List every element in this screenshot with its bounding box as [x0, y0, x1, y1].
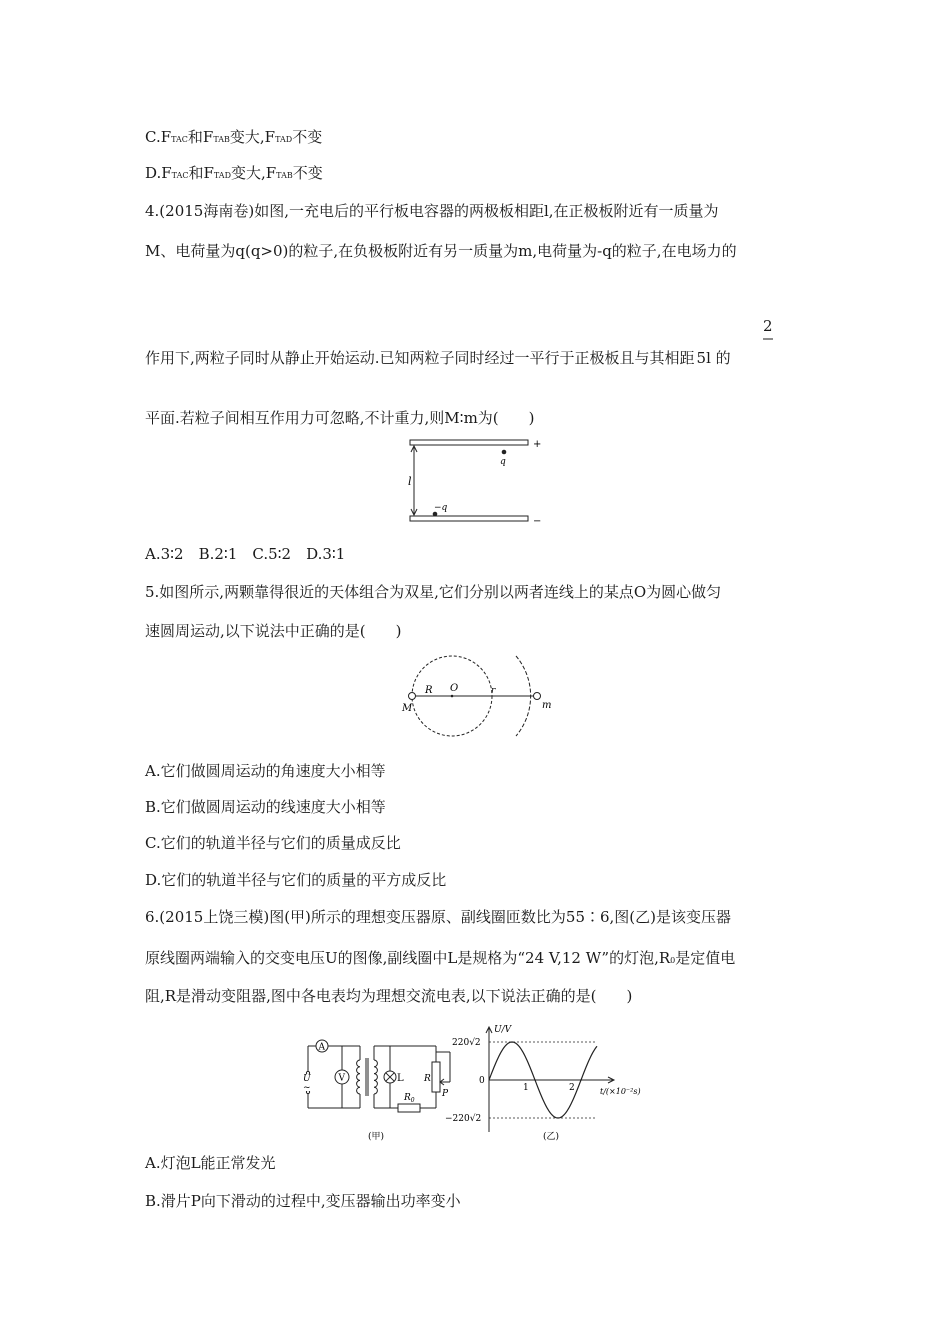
- origin-label: 0: [479, 1076, 485, 1086]
- figure-yi-label: (乙): [543, 1132, 560, 1142]
- negative-plate: [410, 516, 528, 521]
- x-axis-label: t/(×10⁻²s): [600, 1087, 641, 1096]
- input-voltage-label: U: [303, 1074, 311, 1084]
- q5-option-a: A.它们做圆周运动的角速度大小相等: [145, 762, 386, 780]
- particle-negq-label: −q: [434, 503, 448, 513]
- q5-text-line2: 速圆周运动,以下说法中正确的是( ): [145, 622, 402, 640]
- rheostat-label: R: [424, 1074, 431, 1084]
- q6-circuit-figure: [298, 1030, 468, 1145]
- q6-option-a: A.灯泡L能正常发光: [145, 1154, 276, 1172]
- secondary-coil: [374, 1060, 377, 1094]
- ammeter-label: A: [318, 1042, 325, 1053]
- q6-text-line1: 6.(2015上饶三模)图(甲)所示的理想变压器原、副线圈匝数比为55∶6,图(乙)是该变压器: [145, 908, 731, 926]
- q4-options: A.3∶2 B.2∶1 C.5∶2 D.3∶1: [145, 545, 346, 563]
- lamp-label: L: [397, 1073, 404, 1084]
- resistor-r0: [398, 1104, 420, 1112]
- q4-text-line2: M、电荷量为q(q>0)的粒子,在负极板附近有另一质量为m,电荷量为-q的粒子,在电场力的: [145, 242, 737, 260]
- r0-label: $R_0$: [404, 1093, 415, 1104]
- plus-sign: +: [533, 439, 542, 450]
- q6-text-line3: 阻,R是滑动变阻器,图中各电表均为理想交流电表,以下说法正确的是( ): [145, 987, 633, 1005]
- q5-option-b: B.它们做圆周运动的线速度大小相等: [145, 798, 386, 816]
- ymin-label: −220√2: [445, 1114, 482, 1124]
- label-R: R: [425, 685, 433, 696]
- primary-coil: [357, 1060, 360, 1094]
- rheostat-r: [432, 1062, 440, 1092]
- q5-binary-star-figure: [398, 652, 558, 744]
- q5-text-line1: 5.如图所示,两颗靠得很近的天体组合为双星,它们分别以两者连线上的某点O为圆心做匀: [145, 583, 722, 601]
- y-axis-label: U/V: [494, 1025, 512, 1035]
- label-m: m: [542, 700, 552, 711]
- voltmeter-label: V: [338, 1073, 345, 1084]
- ymax-label: 220√2: [452, 1038, 481, 1048]
- label-r: r: [491, 686, 496, 696]
- particle-q-label: q: [500, 457, 506, 467]
- center-O: [451, 695, 454, 698]
- q4-capacitor-figure: [400, 438, 560, 530]
- figure-jia-label: (甲): [368, 1132, 385, 1142]
- q3-option-c: C.FTAC和FTAB变大,FTAD不变: [145, 128, 323, 146]
- star-M: [409, 693, 416, 700]
- q4-text-line1: 4.(2015海南卷)如图,一充电后的平行板电容器的两极板相距l,在正极板附近有一质量为: [145, 202, 719, 220]
- label-M: M: [402, 703, 413, 714]
- q4-fraction-bar: [763, 338, 773, 340]
- particle-q: [502, 450, 507, 455]
- q6-text-line2: 原线圈两端输入的交变电压U的图像,副线圈中L是规格为“24 V,12 W”的灯泡,R0是定值电: [145, 949, 736, 967]
- label-O: O: [450, 683, 459, 694]
- q6-option-b: B.滑片P向下滑动的过程中,变压器输出功率变小: [145, 1192, 461, 1210]
- q4-fraction-denominator: 5: [696, 349, 707, 367]
- q4-text-line4: 平面.若粒子间相互作用力可忽略,不计重力,则M∶m为( ): [145, 409, 535, 427]
- tick-1-label: 1: [523, 1083, 529, 1093]
- q4-fraction-numerator: 2: [763, 317, 773, 335]
- positive-plate: [410, 440, 528, 445]
- q5-option-d: D.它们的轨道半径与它们的质量的平方成反比: [145, 871, 447, 889]
- ac-symbol: ~: [303, 1083, 311, 1093]
- slider-label: P: [442, 1089, 449, 1099]
- minus-sign: −: [533, 516, 542, 527]
- q6-voltage-graph: [445, 1020, 650, 1145]
- q3-option-d: D.FTAC和FTAD变大,FTAB不变: [145, 164, 323, 182]
- q4-text-line3: 作用下,两粒子同时从静止开始运动.已知两粒子同时经过一平行于正极板且与其相距 5l 的: [145, 349, 731, 367]
- star-m: [534, 693, 541, 700]
- tick-2-label: 2: [569, 1083, 575, 1093]
- q5-option-c: C.它们的轨道半径与它们的质量成反比: [145, 834, 401, 852]
- distance-label: l: [408, 475, 412, 488]
